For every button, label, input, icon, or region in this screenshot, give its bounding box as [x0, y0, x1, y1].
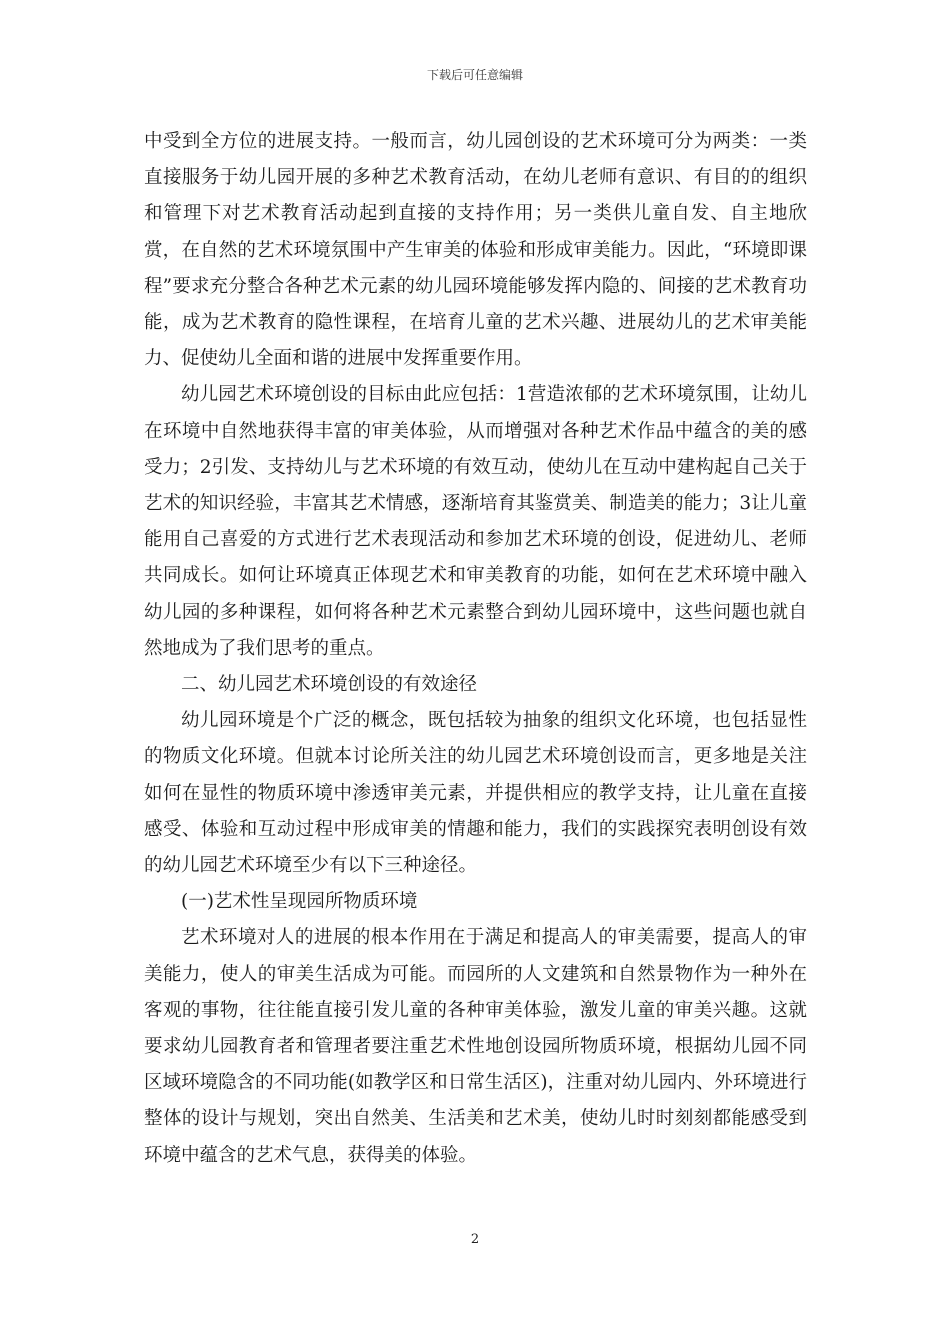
document-body: [144, 124, 807, 1174]
paragraph-2: 幼儿园艺术环境创设的目标由此应包括：1营造浓郁的艺术环境氛围，让幼儿在环境中自然地获得丰富的审美体验，从而增强对各种艺术作品中蕴含的美的感受力；2引发、支持幼儿与艺术环境的有效互动，使幼儿在互动中建构起自己关于艺术的知识经验，丰富其艺术情感，逐渐培育其鉴赏美、制造美的能力；3让儿童能用自己喜爱的方式进行艺术表现活动和参加艺术环境的创设，促进幼儿、老师共同成长。如何让环境真正体现艺术和审美教育的功能，如何在艺术环境中融入幼儿园的多种课程，如何将各种艺术元素整合到幼儿园环境中，这些问题也就自然地成为了我们思考的重点。: [144, 384, 807, 659]
section-heading: 二、幼儿园艺术环境创设的有效途径: [181, 674, 478, 696]
paragraph-3: 幼儿园环境是个广泛的概念，既包括较为抽象的组织文化环境，也包括显性的物质文化环境。但就本讨论所关注的幼儿园艺术环境创设而言，更多地是关注如何在显性的物质环境中渗透审美元素，并提供相应的教学支持，让儿童在直接感受、体验和互动过程中形成审美的情趣和能力，我们的实践探究表明创设有效的幼儿园艺术环境至少有以下三种途径。: [144, 710, 807, 877]
paragraph-4: 艺术环境对人的进展的根本作用在于满足和提高人的审美需要，提高人的审美能力，使人的审美生活成为可能。而园所的人文建筑和自然景物作为一种外在客观的事物，往往能直接引发儿童的各种审美体验，激发儿童的审美兴趣。这就要求幼儿园教育者和管理者要注重艺术性地创设园所物质环境，根据幼儿园不同区域环境隐含的不同功能(如教学区和日常生活区)，注重对幼儿园内、外环境进行整体的设计与规划，突出自然美、生活美和艺术美，使幼儿时时刻刻都能感受到环境中蕴含的艺术气息，获得美的体验。: [144, 927, 807, 1166]
page-header: 下载后可任意编辑: [426, 68, 523, 82]
paragraph-1: 中受到全方位的进展支持。一般而言，幼儿园创设的艺术环境可分为两类：一类直接服务于幼儿园开展的多种艺术教育活动，在幼儿老师有意识、有目的的组织和管理下对艺术教育活动起到直接的支持作用；另一类供儿童自发、自主地欣赏，在自然的艺术环境氛围中产生审美的体验和形成审美能力。因此，“环境即课程”要求充分整合各种艺术元素的幼儿园环境能够发挥内隐的、间接的艺术教育功能，成为艺术教育的隐性课程，在培育儿童的艺术兴趣、进展幼儿的艺术审美能力、促使幼儿全面和谐的进展中发挥重要作用。: [144, 131, 807, 370]
subsection-heading: (一)艺术性呈现园所物质环境: [181, 891, 418, 913]
page-number: 2: [470, 1232, 480, 1247]
